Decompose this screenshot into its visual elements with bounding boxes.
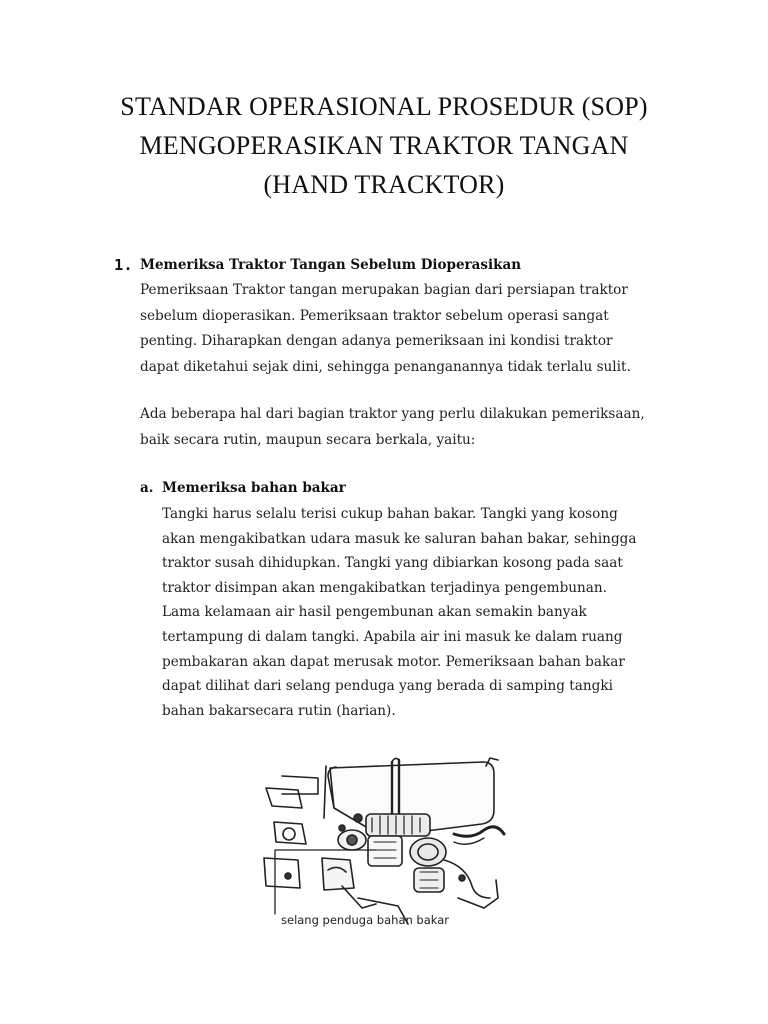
document-title-line-2: MENGOPERASIKAN TRAKTOR TANGAN <box>139 131 629 160</box>
section-heading: Memeriksa Traktor Tangan Sebelum Dioperasikan <box>140 257 522 273</box>
paragraph-1-line: Pemeriksaan Traktor tangan merupakan bagian dari persiapan traktor <box>140 282 628 298</box>
paragraph-1-line: penting. Diharapkan dengan adanya pemeriksaan ini kondisi traktor <box>140 333 613 349</box>
subsection-line: Lama kelamaan air hasil pengembunan akan semakin banyak <box>162 604 587 621</box>
document-title-line-3: (HAND TRACKTOR) <box>263 170 505 199</box>
paragraph-1-line: sebelum dioperasikan. Pemeriksaan traktor sebelum operasi sangat <box>140 307 609 324</box>
subsection-line: bahan bakarsecara rutin (harian). <box>162 702 396 719</box>
paragraph-2-line: baik secara rutin, maupun secara berkala, yaitu: <box>140 431 476 448</box>
section-paragraph-1 <box>140 278 631 380</box>
subsection-line: Tangki harus selalu terisi cukup bahan bakar. Tangki yang kosong <box>162 506 618 522</box>
subsection-letter: a. <box>140 480 154 496</box>
subsection-line: dapat dilihat dari selang penduga yang berada di samping tangki <box>162 678 613 695</box>
document-title-line-1: STANDAR OPERASIONAL PROSEDUR (SOP) <box>120 92 648 121</box>
subsection-line: akan mengakibatkan udara masuk ke saluran bahan bakar, sehingga <box>162 530 637 547</box>
paragraph-1-line: dapat diketahui sejak dini, sehingga penanganannya tidak terlalu sulit. <box>140 358 631 375</box>
figure-caption: selang penduga bahan bakar <box>281 913 450 927</box>
paragraph-2-line: Ada beberapa hal dari bagian traktor yang perlu dilakukan pemeriksaan, <box>140 406 645 422</box>
fuel-tank-illustration <box>258 748 510 934</box>
subsection-heading: Memeriksa bahan bakar <box>162 480 346 496</box>
subsection-paragraph <box>162 502 636 723</box>
section-paragraph-2 <box>140 402 645 453</box>
subsection-line: traktor disimpan akan mengakibatkan terjadinya pengembunan. <box>162 579 607 596</box>
section-number: 1. <box>114 256 133 274</box>
subsection-line: tertampung di dalam tangki. Apabila air ini masuk ke dalam ruang <box>162 628 623 645</box>
subsection-line: pembakaran akan dapat merusak motor. Pemeriksaan bahan bakar <box>162 653 625 670</box>
subsection-line: traktor susah dihidupkan. Tangki yang dibiarkan kosong pada saat <box>162 555 623 572</box>
